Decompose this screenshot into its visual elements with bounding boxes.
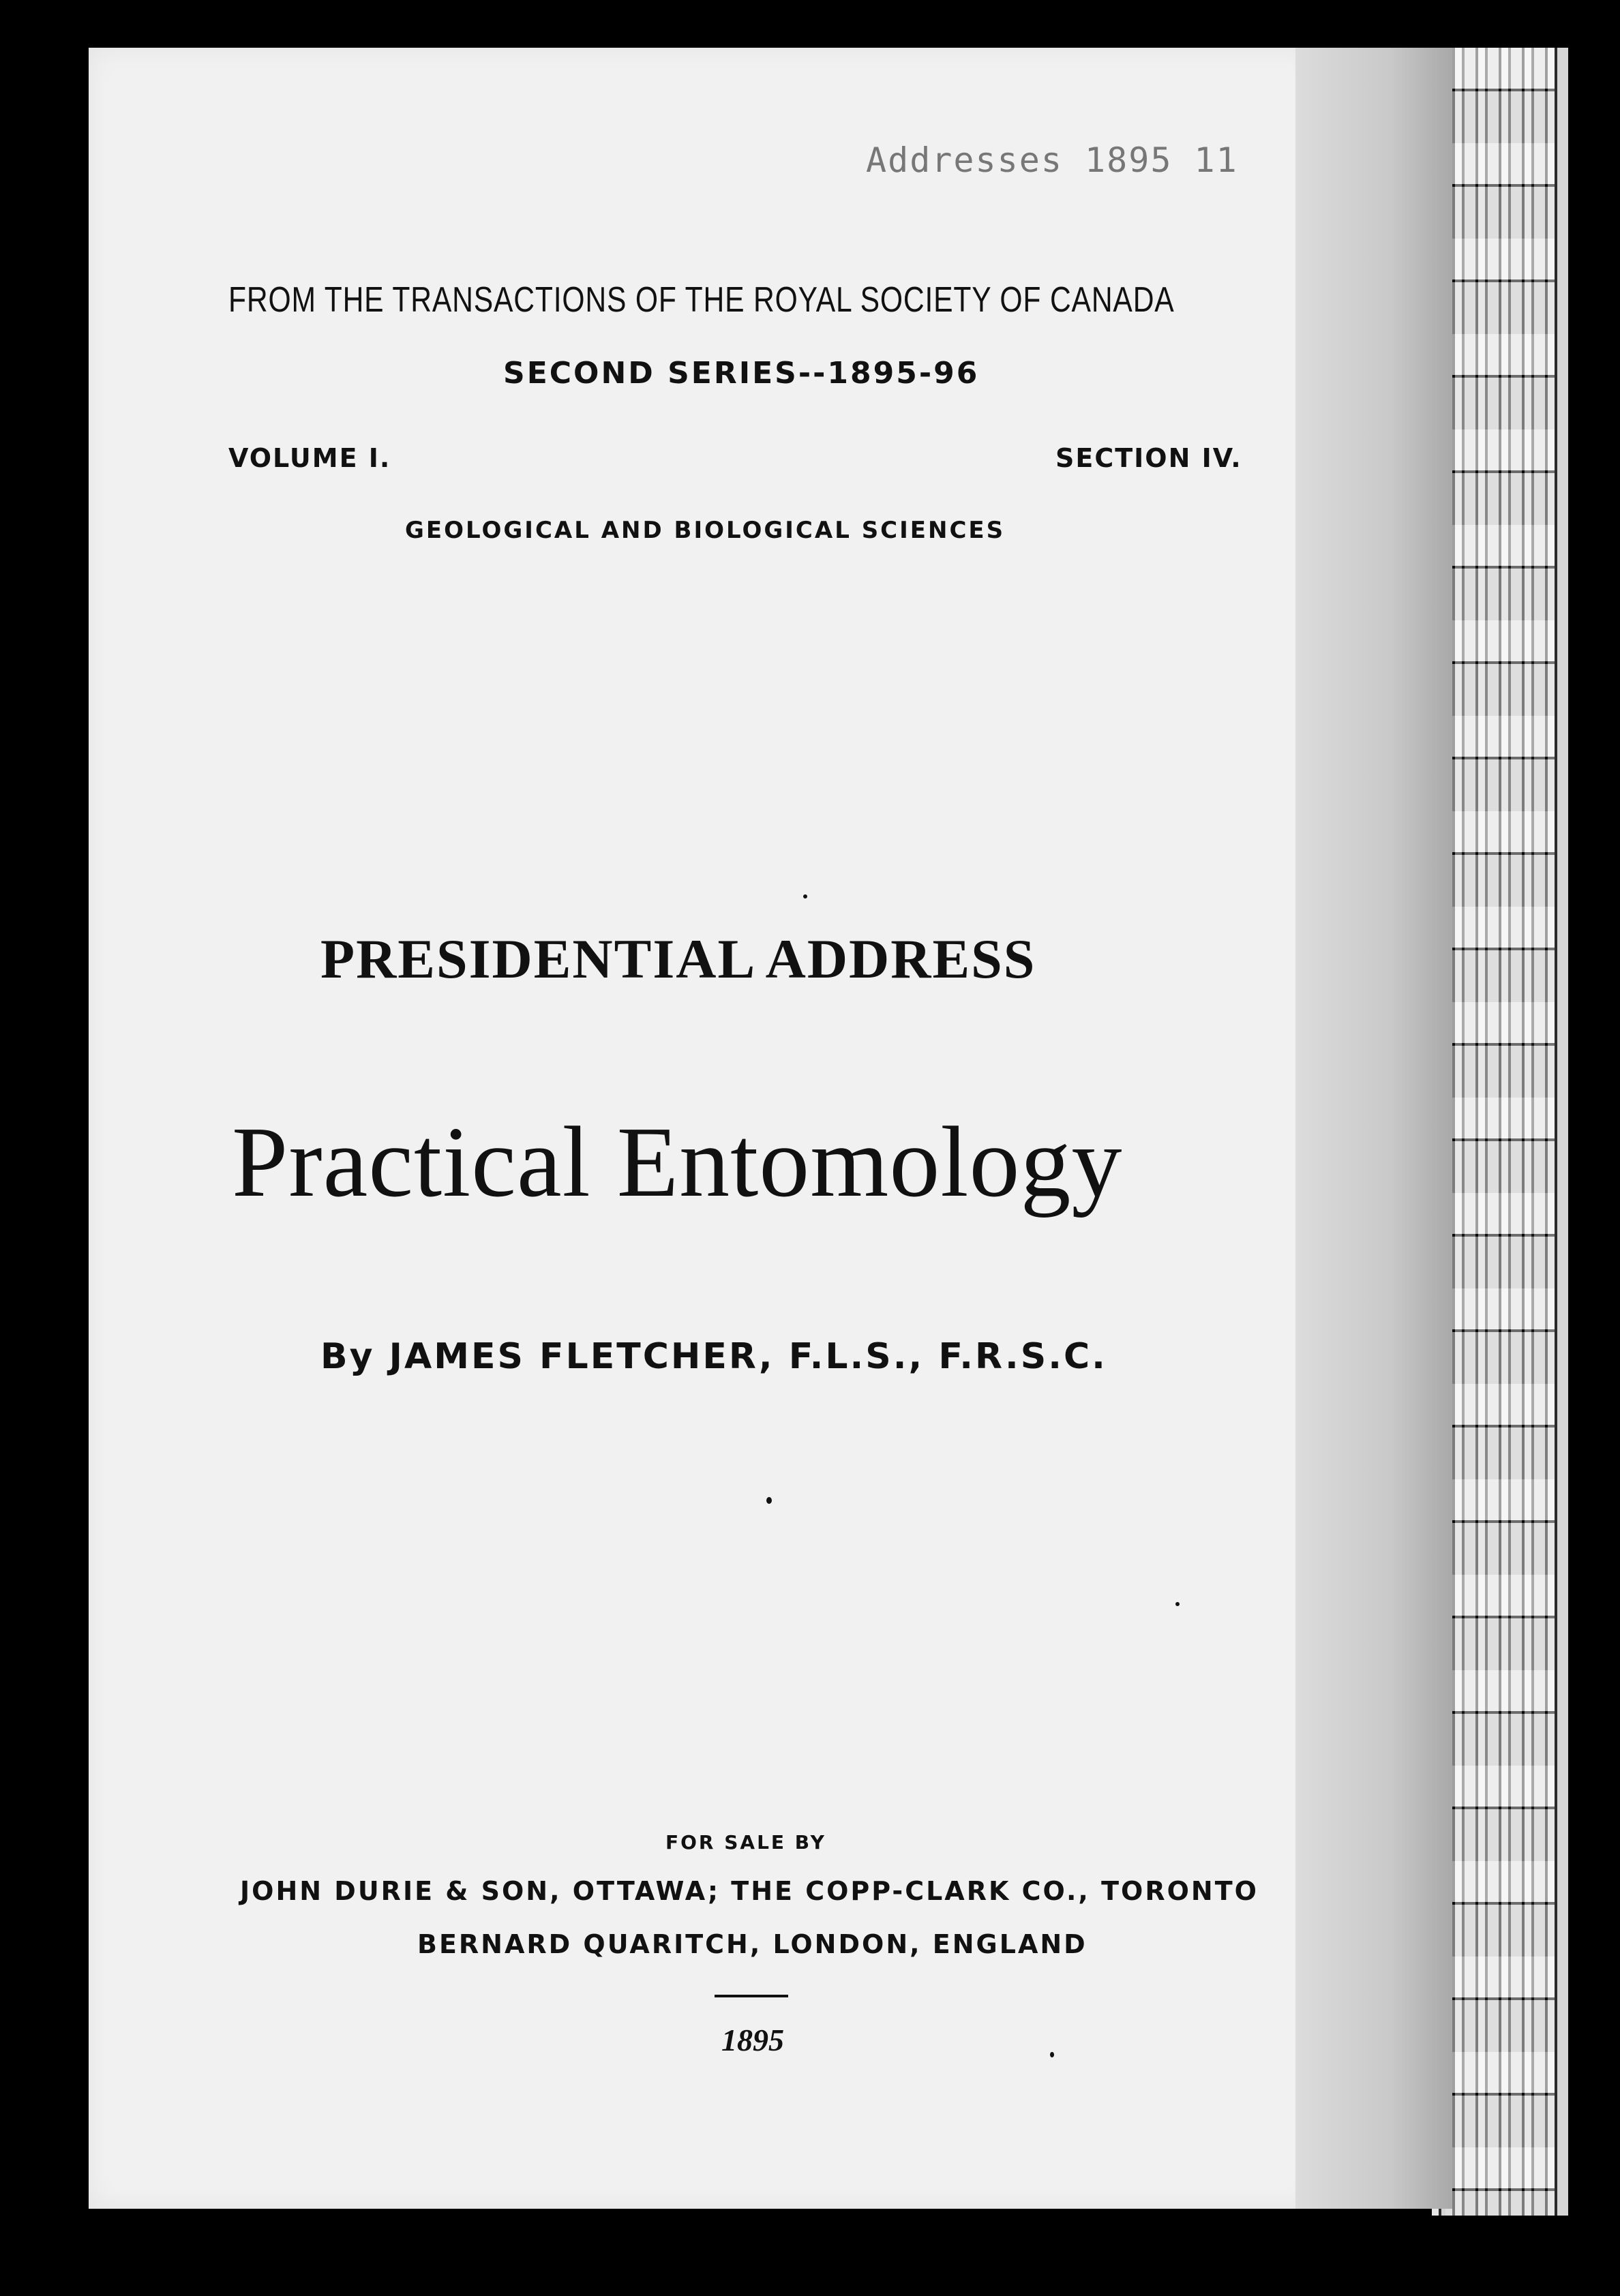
author-line: By JAMES FLETCHER, F.L.S., F.R.S.C.: [320, 1336, 1107, 1377]
page-edges: [1432, 48, 1568, 2216]
volume-label: VOLUME I.: [228, 443, 391, 473]
page-gutter-shadow: [1295, 48, 1452, 2209]
series-line: SECOND SERIES--1895-96: [503, 356, 980, 391]
publication-year: 1895: [721, 2023, 784, 2057]
publishers-line: JOHN DURIE & SON, OTTAWA; THE COPP-CLARK CO., TORONTO: [240, 1876, 1259, 1906]
divider-rule: [715, 1995, 788, 1997]
speck: [803, 894, 807, 898]
speck: [1050, 2052, 1054, 2057]
page-title: Practical Entomology: [232, 1106, 1123, 1218]
london-publisher-line: BERNARD QUARITCH, LONDON, ENGLAND: [417, 1929, 1088, 1959]
section-label: SECTION IV.: [1055, 443, 1242, 473]
library-stamp: Addresses 1895 11: [866, 140, 1238, 180]
transactions-line: FROM THE TRANSACTIONS OF THE ROYAL SOCIETY OF CANADA: [228, 280, 1175, 320]
speck: [766, 1497, 772, 1504]
address-heading: PRESIDENTIAL ADDRESS: [320, 928, 1036, 990]
speck: [1175, 1602, 1180, 1606]
sciences-line: GEOLOGICAL AND BIOLOGICAL SCIENCES: [405, 517, 1006, 544]
for-sale-label: FOR SALE BY: [665, 1831, 826, 1854]
